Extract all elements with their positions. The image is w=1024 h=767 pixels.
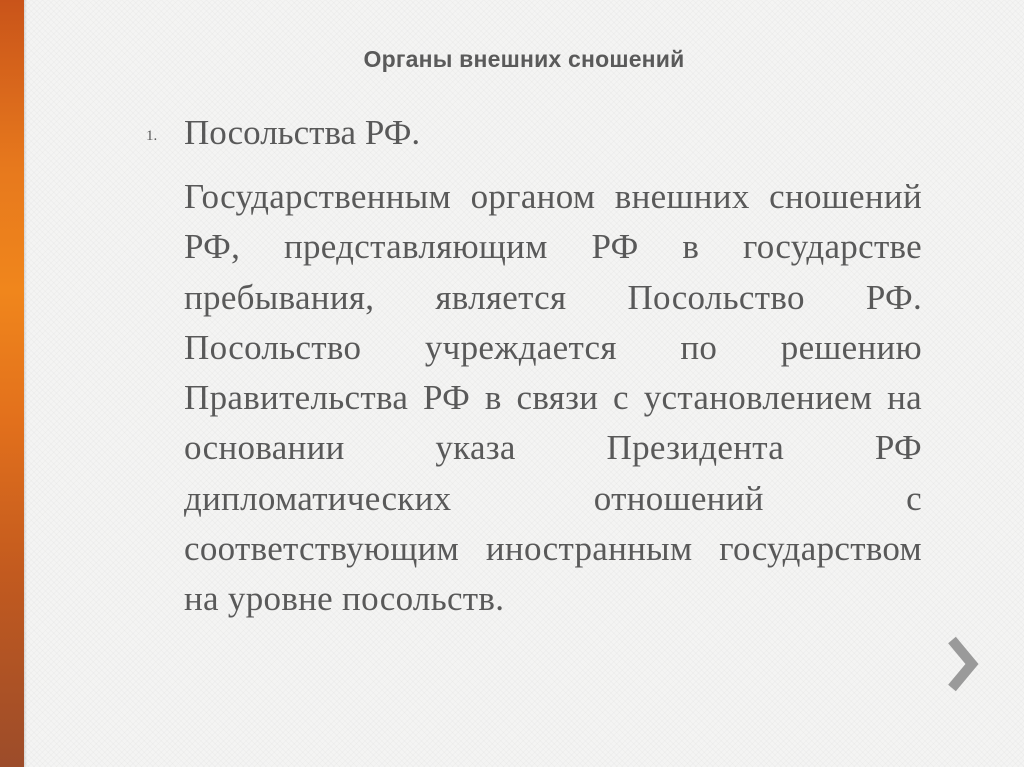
accent-side-bar <box>0 0 24 767</box>
next-slide-button[interactable] <box>944 634 980 694</box>
list-number: 1. <box>146 128 158 144</box>
body-paragraph: Государственным органом внешних сношений РФ, представляющим РФ в государстве пребывания, является Посольство РФ. Посольство учреждается по решению Правительства РФ в связи с установлением на основании указа Президента РФ дипломатических отношений с соответствующим иностранным государством на уровне посольств. <box>184 177 922 619</box>
list-heading: Посольства РФ. <box>184 113 421 152</box>
slide-title: Органы внешних сношений <box>363 46 685 72</box>
chevron-right-icon <box>944 634 980 694</box>
